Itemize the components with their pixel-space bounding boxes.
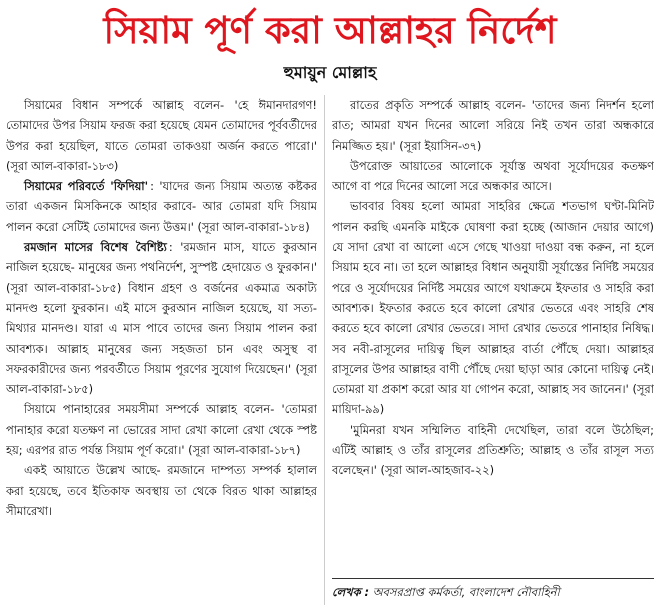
paragraph-text: : 'রমজান মাস, যাতে কুরআন নাজিল হয়েছে- মানুষের জন্য পথনির্দেশ, সুস্পষ্ট হেদায়েত ও ফুরকান।' (সূরা আল-বাকারা-১৮৫) বিধান গ্রহণ ও বর্জনের একমাত্র অকাট্য মানদণ্ড হলো ফুরকান। এই মাসে কুরআন নাজিল হয়েছে, যা সত্য-মিথ্যার মানদণ্ড। যারা এ মাস পাবে তাদের জন্য সিয়াম পালন করা আবশ্যক। আল্লাহ মানুষের জন্য সহজতা চান এবং অসুস্থ বা সফরকারীদের জন্য পরবর্তীতে সিয়াম পূরণের সুযোগ দিয়েছেন।' (সূরা আল-বাকারা-১৮৫) — [6, 240, 317, 397]
paragraph — [332, 95, 654, 156]
left-column — [6, 95, 317, 605]
paragraph-lead: রমজান মাসের বিশেষ বৈশিষ্ট্য — [24, 240, 167, 255]
paragraph-text: রাতের প্রকৃতি সম্পর্কে আল্লাহ বলেন- 'তাদের জন্য নিদর্শন হলো রাত; আমরা যখন দিনের আলো সরিয়ে নিই তখন তারা অন্ধকারে নিমজ্জিত হয়।' (সূরা ইয়াসিন-৩৭) — [332, 98, 654, 153]
paragraph-text: : 'যাদের জন্য সিয়াম অত্যন্ত কষ্টকর তারা একজন মিসকিনকে আহার করাবে- আর তোমরা যদি সিয়াম পালন করো সেটিই তোমাদের জন্য উত্তম।' (সূরা আল-বাকারা-১৮৪) — [6, 179, 317, 234]
paragraph — [6, 176, 317, 237]
right-column — [332, 95, 654, 575]
paragraph — [332, 420, 654, 481]
paragraph — [6, 95, 317, 176]
paragraph-text: ভাববার বিষয় হলো আমরা সাহরির ক্ষেত্রে শতভাগ ঘণ্টা-মিনিট পালন করছি এমনকি মাইকে ঘোষণা করা হচ্ছে (আজান দেয়ার আগে) যে সাদা রেখা বা আলো এসে গেছে খাওয়া দাওয়া বন্ধ করুন, না হলে সিয়াম হবে না। তা হলে আল্লাহর বিধান অনুযায়ী সূর্যাস্তের নির্দিষ্ট সময়ের পরে ও সূর্যোদয়ের নির্দিষ্ট সময়ের আগে যথাক্রমে ইফতার ও সাহরি করা আবশ্যক। ইফতার করতে হবে কালো রেখার ভেতরে এবং সাহরি শেষ করতে হবে কালো রেখার ভেতরে। সাদা রেখার ভেতরে পানাহার নিষিদ্ধ। সব নবী-রাসূলের দায়িত্ব ছিল আল্লাহর বার্তা পৌঁছে দেয়া। আল্লাহর রাসূলের উপর আল্লাহর বাণী পৌঁছে দেয়া ছাড়া আর কোনো দায়িত্ব নেই। তোমরা যা প্রকাশ করো আর যা গোপন করো, আল্লাহ সব জানেন।' (সূরা মায়িদা-৯৯) — [332, 199, 654, 417]
footer-divider — [332, 578, 654, 579]
paragraph-lead: সিয়ামের পরিবর্তে 'ফিদিয়া' — [24, 179, 149, 194]
author-note-label: লেখক : — [332, 585, 370, 599]
article-headline: সিয়াম পূর্ণ করা আল্লাহর নির্দেশ — [103, 9, 557, 52]
paragraph — [6, 399, 317, 460]
column-divider — [324, 95, 325, 605]
paragraph-text: একই আয়াতে উল্লেখ আছে- রমজানে দাম্পত্য সম্পর্ক হালাল করা হয়েছে, তবে ইতিকাফ অবস্থায় তা থেকে বিরত থাকা আল্লাহর সীমারেখা। — [6, 463, 317, 518]
paragraph-text: 'মুমিনরা যখন সম্মিলিত বাহিনী দেখেছিল, তারা বলে উঠেছিল; এটিই আল্লাহ ও তাঁর রাসূলের প্রতিশ্রুতি; আল্লাহ ও তাঁর রাসূল সত্য বলেছেন।' (সূরা আল-আহজাব-২২) — [332, 422, 654, 478]
author-note-text: অবসরপ্রাপ্ত কর্মকর্তা, বাংলাদেশ নৌবাহিনী — [372, 585, 560, 599]
paragraph-text: সিয়ামে পানাহারের সময়সীমা সম্পর্কে আল্লাহ বলেন- 'তোমরা পানাহার করো যতক্ষণ না ভোরের সাদা রেখা কালো রেখা থেকে স্পষ্ট হয়; এরপর রাত পর্যন্ত সিয়াম পূর্ণ করো।' (সূরা আল-বাকারা-১৮৭) — [6, 402, 317, 458]
paragraph — [332, 156, 654, 197]
paragraph — [6, 237, 317, 399]
paragraph — [6, 460, 317, 521]
author-byline: হুমায়ুন মোল্লাহ — [283, 63, 377, 82]
paragraph-text: উপরোক্ত আয়াতের আলোকে সূর্যাস্ত অথবা সূর্যোদয়ের কতক্ষণ আগে বা পরে দিনের আলো সরে অন্ধকার আসে। — [332, 158, 654, 194]
author-note — [332, 582, 654, 602]
paragraph-text: সিয়ামের বিধান সম্পর্কে আল্লাহ বলেন- 'হে ঈমানদারগণ! তোমাদের উপর সিয়াম ফরজ করা হয়েছে যেমন তোমাদের পূর্ববর্তীদের উপর করা হয়েছিল, যাতে তোমরা তাকওয়া অর্জন করতে পারো।' (সূরা আল-বাকারা-১৮৩) — [6, 98, 317, 173]
paragraph — [332, 196, 654, 419]
